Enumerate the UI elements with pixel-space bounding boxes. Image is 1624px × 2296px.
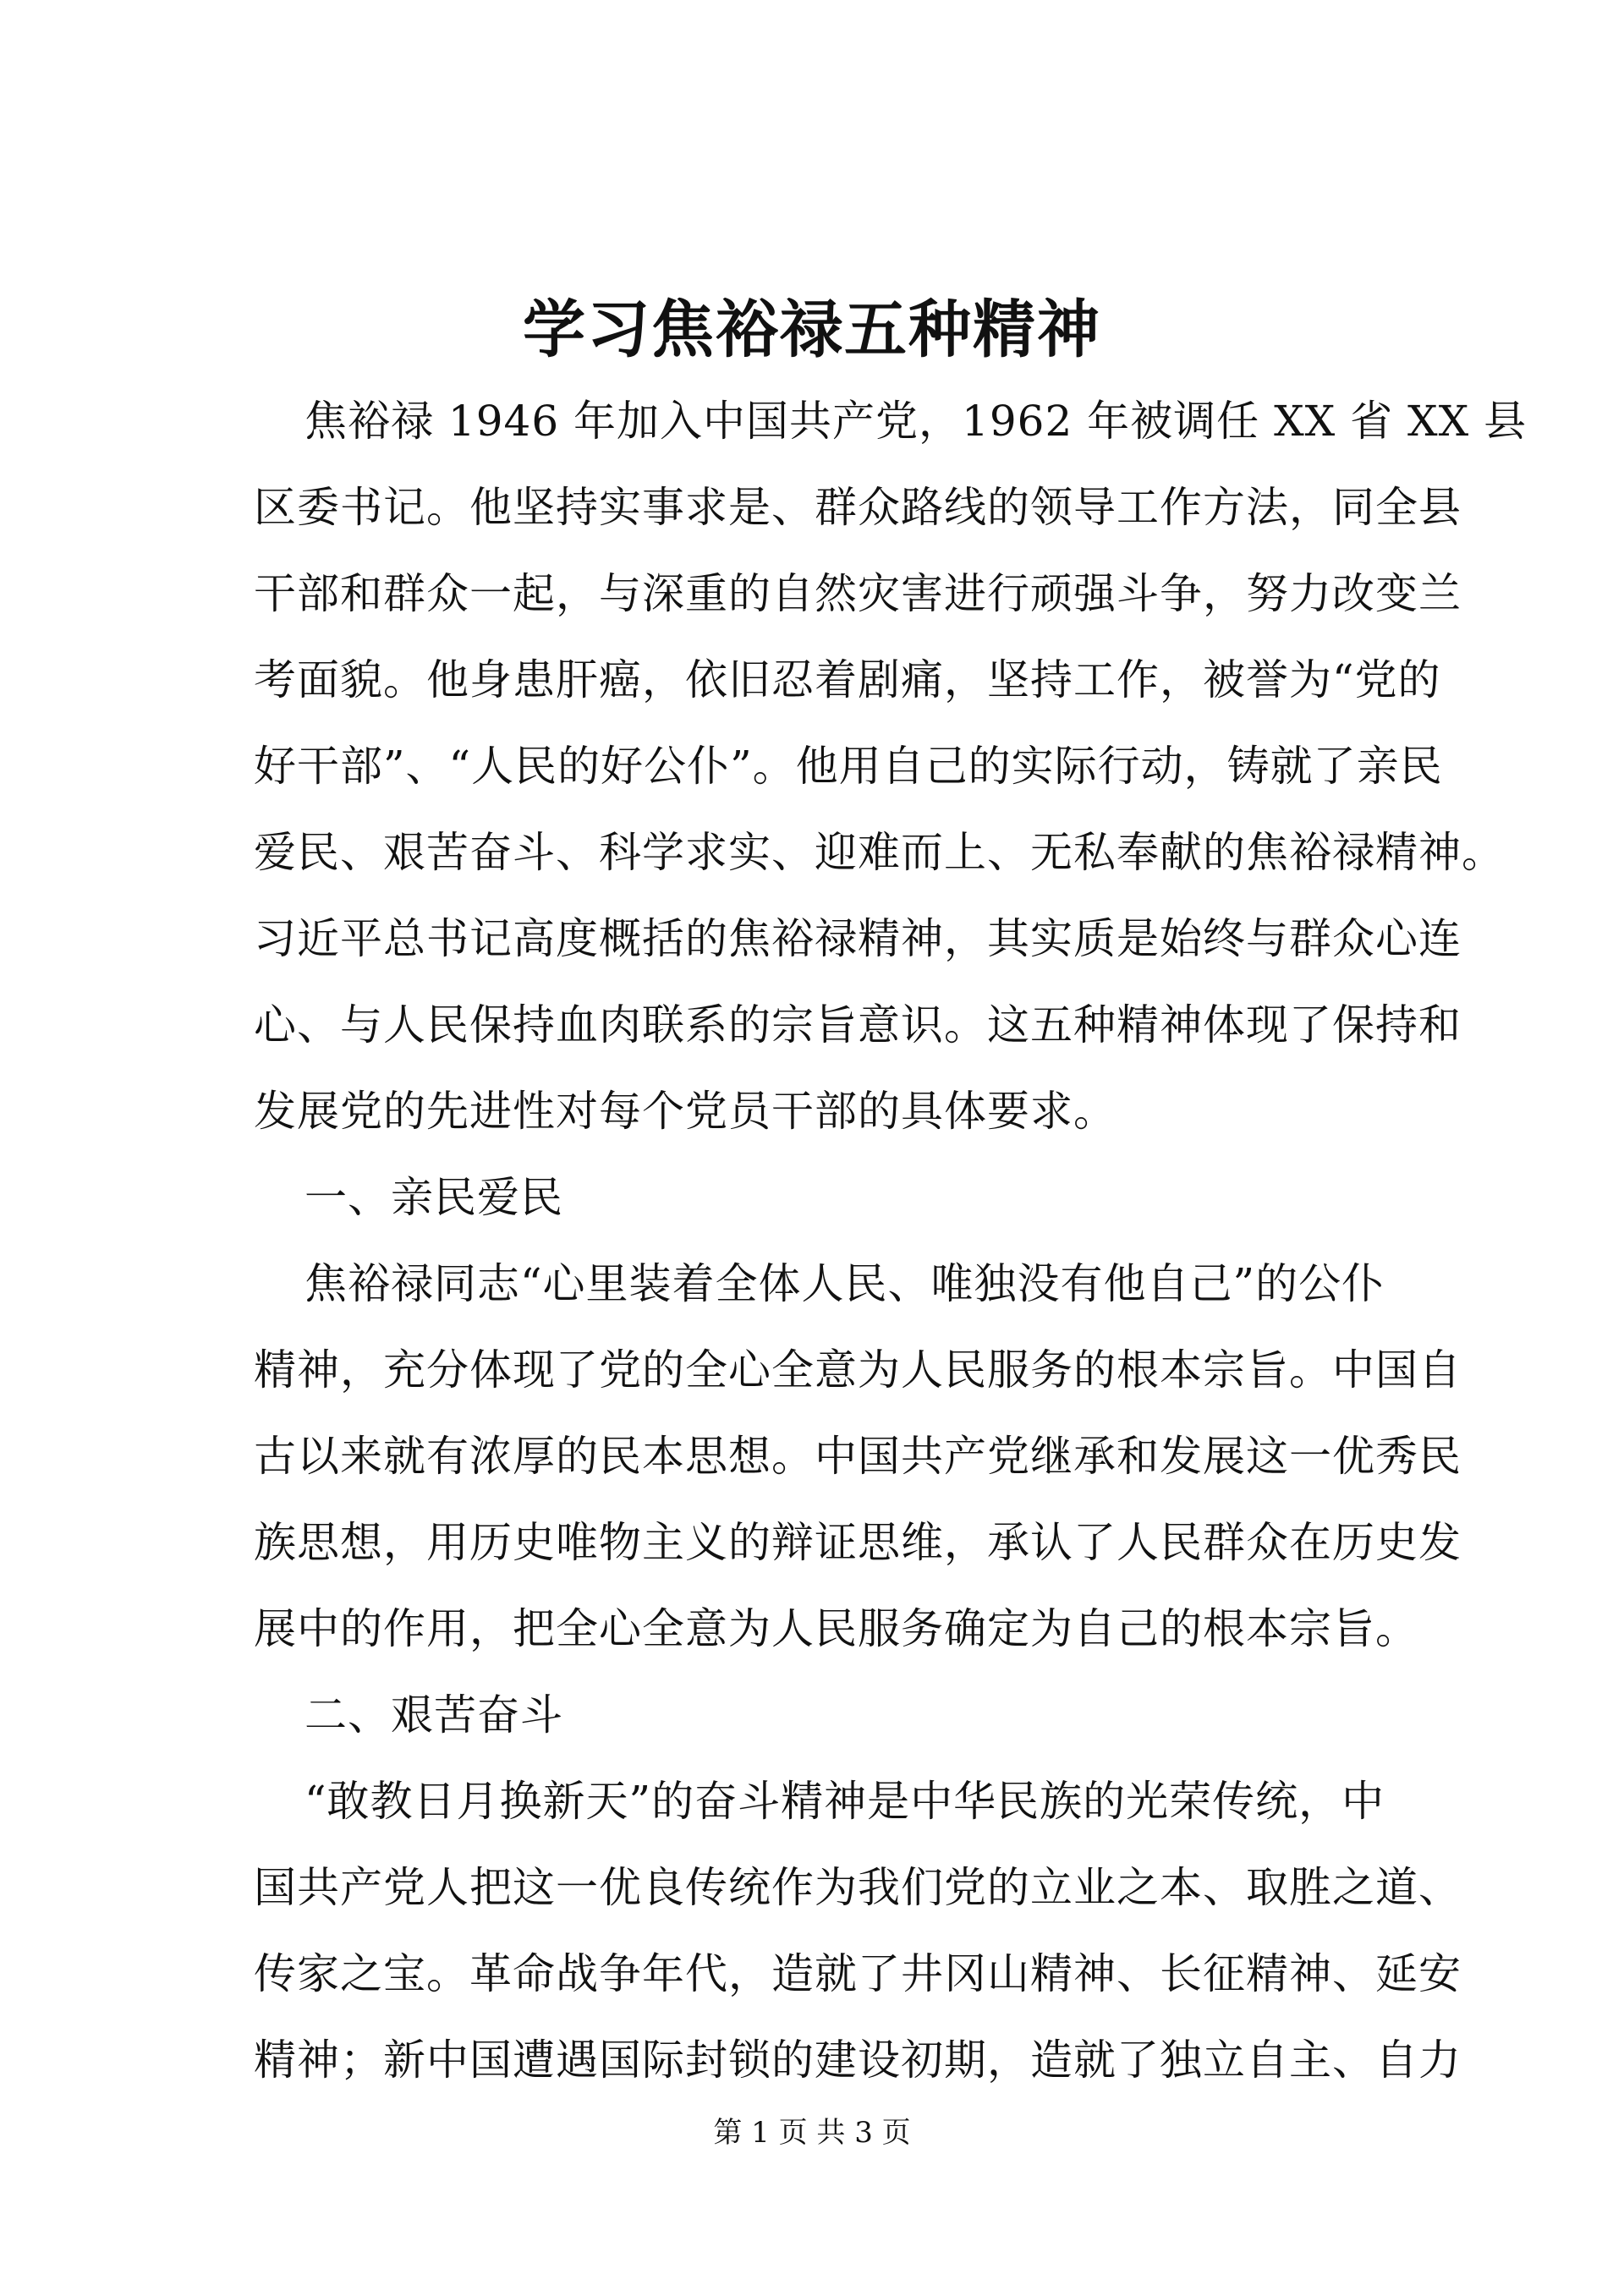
document-title: 学习焦裕禄五种精神 [523,293,1101,366]
paragraph-line: 古以来就有浓厚的民本思想。中国共产党继承和发展这一优秀民 [254,1432,1462,1481]
paragraph-line: 焦裕禄同志“心里装着全体人民、唯独没有他自己”的公仆 [304,1259,1385,1308]
paragraph-line: 传家之宝。革命战争年代，造就了井冈山精神、长征精神、延安 [254,1949,1462,1998]
paragraph-line: 爱民、艰苦奋斗、科学求实、迎难而上、无私奉献的焦裕禄精神。 [254,828,1505,877]
section-heading: 二、艰苦奋斗 [304,1690,563,1740]
paragraph-line: 展中的作用，把全心全意为人民服务确定为自己的根本宗旨。 [254,1604,1418,1653]
paragraph-line: 习近平总书记高度概括的焦裕禄精神，其实质是始终与群众心连 [254,914,1462,963]
paragraph-line: 好干部”、“人民的好公仆”。他用自己的实际行动，铸就了亲民 [254,742,1443,791]
paragraph-line: 区委书记。他坚持实事求是、群众路线的领导工作方法，同全县 [254,483,1462,532]
paragraph-line: 发展党的先进性对每个党员干部的具体要求。 [254,1087,1116,1136]
paragraph-line: 精神，充分体现了党的全心全意为人民服务的根本宗旨。中国自 [254,1345,1462,1395]
paragraph-line: 国共产党人把这一优良传统作为我们党的立业之本、取胜之道、 [254,1863,1462,1912]
paragraph-line: 焦裕禄 1946 年加入中国共产党，1962 年被调任 XX 省 XX 县 [304,397,1528,446]
paragraph-line: 族思想，用历史唯物主义的辩证思维，承认了人民群众在历史发 [254,1518,1462,1567]
paragraph-line: 干部和群众一起，与深重的自然灾害进行顽强斗争，努力改变兰 [254,569,1462,618]
page-number-footer: 第 1 页 共 3 页 [713,2116,911,2150]
paragraph-line: 精神；新中国遭遇国际封锁的建设初期，造就了独立自主、自力 [254,2036,1462,2085]
section-heading: 一、亲民爱民 [304,1173,563,1222]
paragraph-line: “敢教日月换新天”的奋斗精神是中华民族的光荣传统，中 [304,1777,1385,1826]
paragraph-line: 心、与人民保持血肉联系的宗旨意识。这五种精神体现了保持和 [254,1000,1462,1049]
paragraph-line: 考面貌。他身患肝癌，依旧忍着剧痛，坚持工作，被誉为“党的 [254,655,1441,704]
